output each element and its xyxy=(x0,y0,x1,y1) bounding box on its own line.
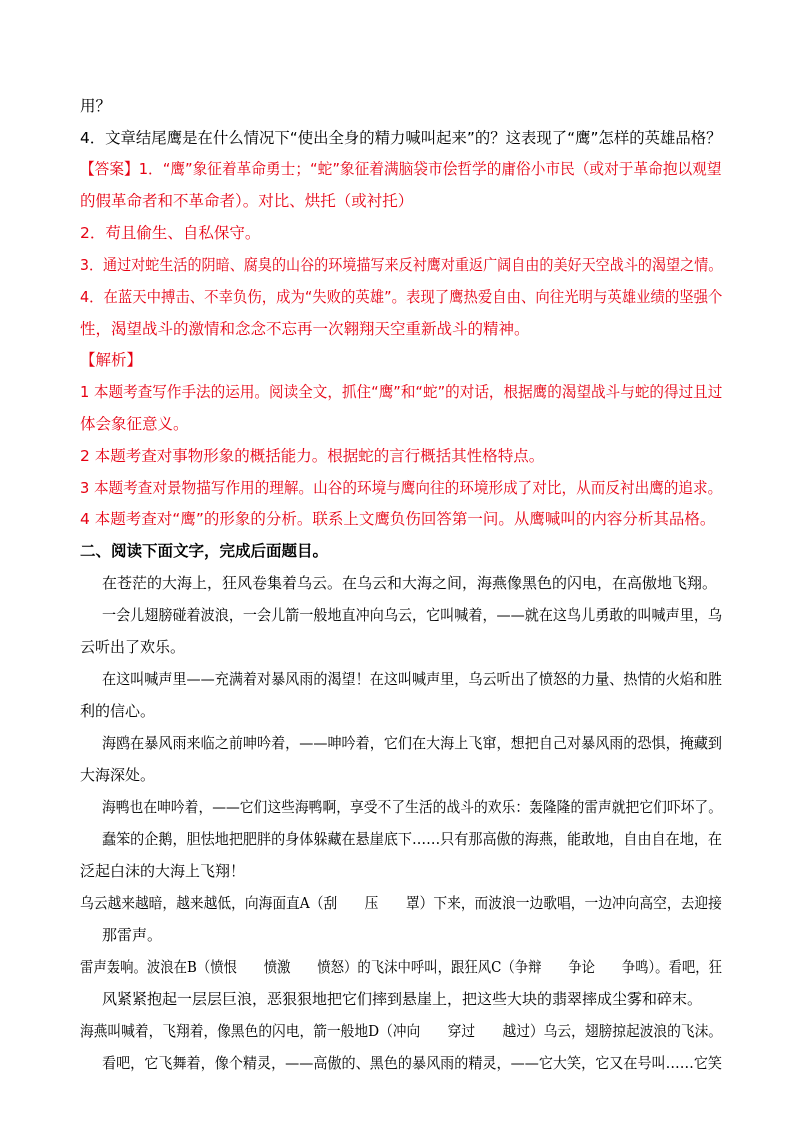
section-2-heading: 二、阅读下面文字，完成后面题目。 xyxy=(80,542,329,560)
question-4: 4．文章结尾鹰是在什么情况下“使出全身的精力喊叫起来”的？这表现了“鹰”怎样的英雄品格？ xyxy=(80,129,722,147)
passage-p3-cont: 利的信心。 xyxy=(80,702,156,720)
passage-p1: 在苍茫的大海上，狂风卷集着乌云。在乌云和大海之间，海燕像黑色的闪电，在高傲地飞翔。 xyxy=(102,574,718,592)
passage-p2-cont: 云听出了欢乐。 xyxy=(80,638,186,656)
passage-p6-cont: 泛起白沫的大海上飞翔！ xyxy=(80,862,246,880)
analysis-2: 2 本题考查对事物形象的概括能力。根据蛇的言行概括其性格特点。 xyxy=(80,447,545,465)
passage-p4-cont: 大海深处。 xyxy=(80,766,156,784)
passage-p5: 海鸭也在呻吟着，——它们这些海鸭啊，享受不了生活的战斗的欢乐：轰隆隆的雷声就把它们吓坏了。 xyxy=(102,798,723,816)
analysis-4: 4 本题考查对“鹰”的形象的分析。联系上文鹰负伤回答第一问。从鹰喊叫的内容分析其品格。 xyxy=(80,510,716,528)
passage-p7-cont: 那雷声。 xyxy=(102,926,163,944)
continued-line: 用？ xyxy=(80,97,112,115)
analysis-tag: 【解析】 xyxy=(80,351,143,369)
analysis-1-cont: 体会象征意义。 xyxy=(80,415,189,433)
passage-p7: 乌云越来越暗，越来越低，向海面直A（刮 压 罩）下来，而波浪一边歌唱，一边冲向高空，去迎接 xyxy=(80,894,722,912)
answer-line-1 xyxy=(80,158,722,180)
passage-p3: 在这叫喊声里——充满着对暴风雨的渴望！在这叫喊声里，乌云听出了愤怒的力量、热情的火焰和胜 xyxy=(102,670,723,688)
analysis-1: 1 本题考查写作手法的运用。阅读全文，抓住“鹰”和“蛇”的对话，根据鹰的渴望战斗与蛇的得过且过 xyxy=(80,383,723,401)
passage-p8-cont: 风紧紧抱起一层层巨浪，恶狠狠地把它们摔到悬崖上，把这些大块的翡翠摔成尘雾和碎末。 xyxy=(102,990,703,1008)
answer-3: 3．通过对蛇生活的阴暗、腐臭的山谷的环境描写来反衬鹰对重返广阔自由的美好天空战斗的渴望之情。 xyxy=(80,256,723,274)
passage-p9: 海燕叫喊着，飞翔着，像黑色的闪电，箭一般地D（冲向 穿过 越过）乌云，翅膀掠起波浪的飞沫。 xyxy=(80,1022,723,1040)
passage-p4: 海鸥在暴风雨来临之前呻吟着，——呻吟着，它们在大海上飞窜，想把自己对暴风雨的恐惧，掩藏到 xyxy=(102,734,723,752)
answer-4-cont: 性，渴望战斗的激情和念念不忘再一次翱翔天空重新战斗的精神。 xyxy=(80,320,530,338)
answer-tag: 【答案】 xyxy=(80,160,139,178)
passage-p2: 一会儿翅膀碰着波浪，一会儿箭一般地直冲向乌云，它叫喊着，——就在这鸟儿勇敢的叫喊声里，乌 xyxy=(102,606,723,624)
answer-2: 2．苟且偷生、自私保守。 xyxy=(80,224,261,242)
answer-1-cont: 的假革命者和不革命者）。对比、烘托（或衬托） xyxy=(80,192,414,210)
answer-1: 1．“鹰”象征着革命勇士；“蛇”象征着满脑袋市侩哲学的庸俗小市民（或对于革命抱以观望 xyxy=(138,160,722,178)
passage-p10: 看吧，它飞舞着，像个精灵，——高傲的、黑色的暴风雨的精灵，——它大笑，它又在号叫……它笑 xyxy=(102,1054,723,1072)
passage-p8: 雷声轰响。波浪在B（愤恨 愤激 愤怒）的飞沫中呼叫，跟狂风C（争辩 争论 争鸣）。看吧，狂 xyxy=(80,958,723,976)
analysis-3: 3 本题考查对景物描写作用的理解。山谷的环境与鹰向往的环境形成了对比，从而反衬出鹰的追求。 xyxy=(80,479,723,497)
answer-4: 4．在蓝天中搏击、不幸负伤，成为“失败的英雄”。表现了鹰热爱自由、向往光明与英雄业绩的坚强个 xyxy=(80,288,723,306)
passage-p6: 蠢笨的企鹅，胆怯地把肥胖的身体躲藏在悬崖底下……只有那高傲的海燕，能敢地，自由自在地，在 xyxy=(102,830,723,848)
